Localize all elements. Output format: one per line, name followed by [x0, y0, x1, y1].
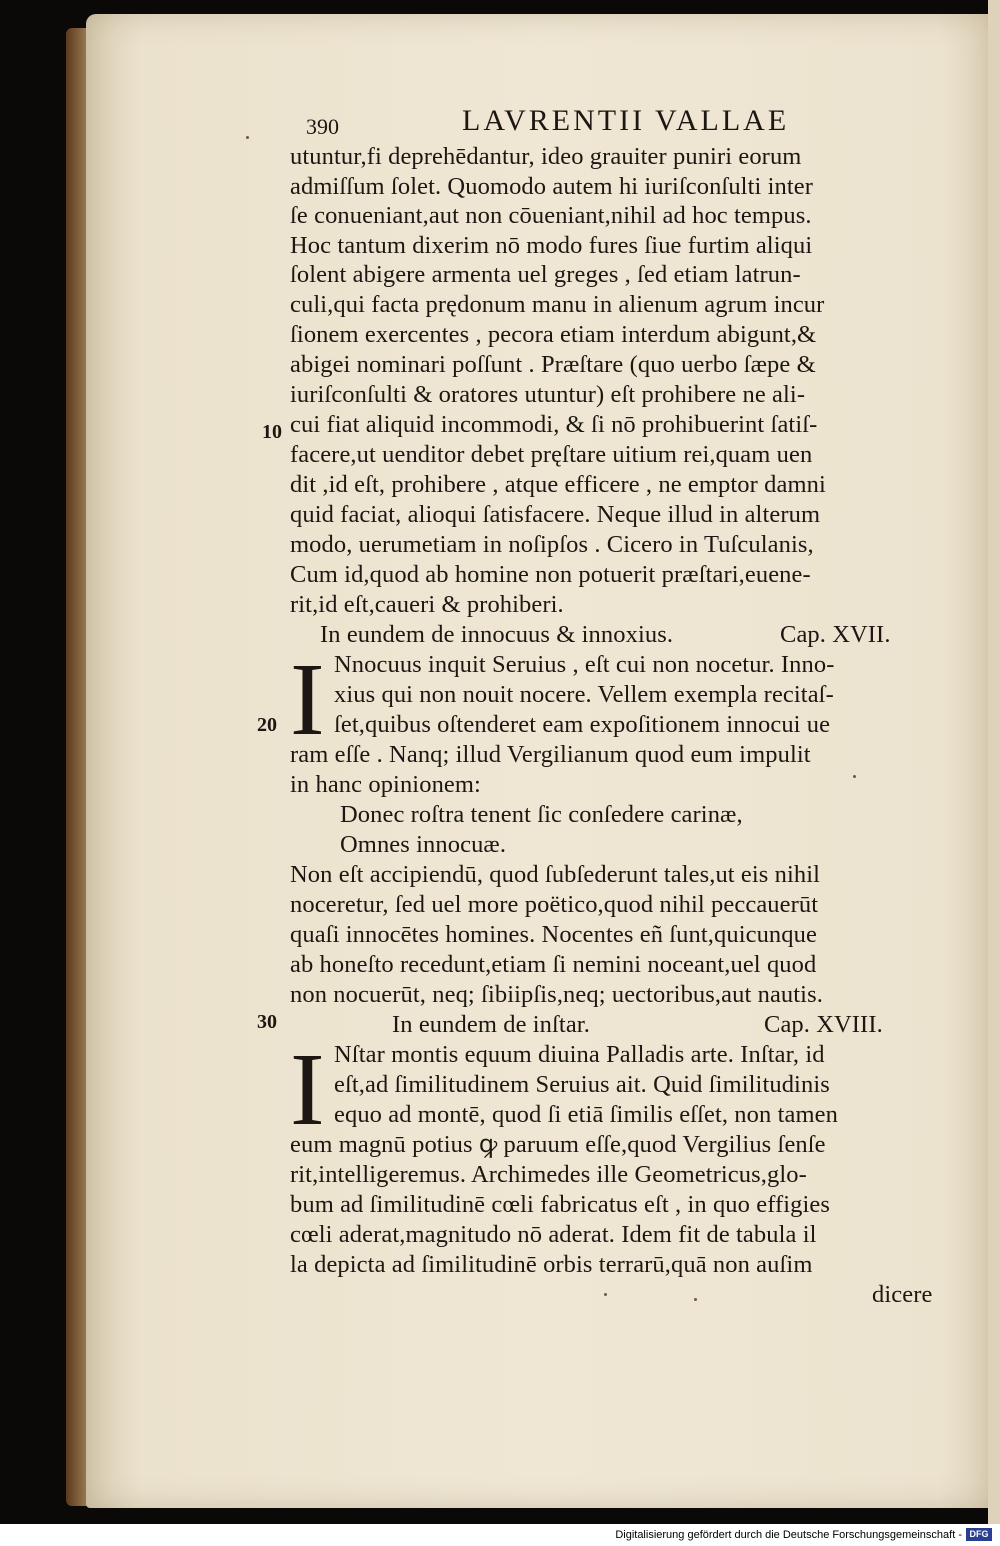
paper-speck	[694, 1298, 697, 1301]
text-line: cœli aderat,magnitudo nō aderat. Idem fit de tabula il	[290, 1221, 817, 1248]
text-line: eum magnū potius ꝙ paruum eſſe,quod Vergilius ſenſe	[290, 1131, 826, 1158]
running-title: LAVRENTII VALLAE	[462, 104, 790, 137]
verse-line: Donec roſtra tenent ſic conſedere carinæ,	[340, 801, 743, 828]
text-line: eſt,ad ſimilitudinem Seruius ait. Quid ſimilitudinis	[334, 1071, 830, 1098]
drop-cap: I	[290, 1032, 325, 1147]
chapter-number: Cap. XVIII.	[764, 1011, 883, 1038]
text-line: Nnocuus inquit Seruius , eſt cui non nocetur. Inno-	[334, 651, 835, 678]
catchword: dicere	[872, 1281, 933, 1308]
page-number: 390	[306, 114, 339, 139]
line-number-30: 30	[257, 1011, 277, 1033]
line-number-10: 10	[262, 421, 282, 443]
text-line: ſe conueniant,aut non cōueniant,nihil ad hoc tempus.	[290, 202, 812, 229]
text-line: ſolent abigere armenta uel greges , ſed etiam latrun-	[290, 261, 801, 288]
funding-notice: Digitalisierung gefördert durch die Deutsche Forschungsgemeinschaft -	[615, 1529, 962, 1541]
text-line: xius qui non nouit nocere. Vellem exempla recitaſ-	[334, 681, 834, 708]
text-line: culi,qui facta prędonum manu in alienum agrum incur	[290, 291, 825, 318]
paper-speck	[604, 1293, 607, 1296]
dfg-logo: DFG	[966, 1528, 992, 1541]
facing-page-strip	[988, 0, 1000, 1524]
line-number-20: 20	[257, 714, 277, 736]
text-line: facere,ut uenditor debet pręſtare uitium rei,quam uen	[290, 441, 813, 468]
text-line: Hoc tantum dixerim nō modo fures ſiue furtim aliqui	[290, 232, 813, 259]
paper-speck	[246, 136, 249, 139]
text-line: Non eſt accipiendū, quod ſubſederunt tales,ut eis nihil	[290, 861, 821, 888]
text-line: ſionem exercentes , pecora etiam interdum abigunt,&	[290, 321, 817, 348]
text-line: rit,id eſt,caueri & prohiberi.	[290, 591, 564, 618]
text-line: cui fiat aliquid incommodi, & ſi nō prohibuerint ſatiſ-	[290, 411, 818, 438]
text-line: ſet,quibus oſtenderet eam expoſitionem innocui ue	[334, 711, 831, 738]
drop-cap: I	[290, 642, 325, 757]
text-line: noceretur, ſed uel more poëtico,quod nihil peccauerūt	[290, 891, 819, 918]
text-line: quaſi innocētes homines. Nocentes eñ ſunt,quicunque	[290, 921, 817, 948]
text-line: abigei nominari poſſunt . Præſtare (quo uerbo ſæpe &	[290, 351, 816, 378]
text-line: la depicta ad ſimilitudinē orbis terrarū,quā non auſim	[290, 1251, 813, 1278]
text-line: non nocuerūt, neq; ſibiipſis,neq; uectoribus,aut nautis.	[290, 981, 823, 1008]
chapter-heading: In eundem de innocuus & innoxius.	[320, 621, 674, 648]
text-line: admiſſum ſolet. Quomodo autem hi iuriſconſulti inter	[290, 173, 814, 200]
verse-line: Omnes innocuæ.	[340, 831, 507, 858]
text-line: Cum id,quod ab homine non potuerit præſtari,euene-	[290, 561, 811, 588]
text-line: rit,intelligeremus. Archimedes ille Geometricus,glo-	[290, 1161, 807, 1188]
text-line: bum ad ſimilitudinē cœli fabricatus eſt , in quo effigies	[290, 1191, 831, 1218]
text-line: dit ,id eſt, prohibere , atque efficere , ne emptor damni	[290, 471, 826, 498]
text-line: iuriſconſulti & oratores utuntur) eſt prohibere ne ali-	[290, 381, 806, 408]
chapter-number: Cap. XVII.	[780, 621, 891, 648]
paper-speck	[853, 775, 856, 778]
text-line: in hanc opinionem:	[290, 771, 481, 798]
text-line: modo, uerumetiam in noſipſos . Cicero in Tuſculanis,	[290, 531, 814, 558]
text-line: ram eſſe . Nanq; illud Vergilianum quod eum impulit	[290, 741, 811, 768]
text-line: utuntur,fi deprehēdantur, ideo grauiter puniri eorum	[290, 143, 802, 170]
chapter-heading: In eundem de inſtar.	[392, 1011, 590, 1038]
text-line: quid faciat, alioqui ſatisfacere. Neque illud in alterum	[290, 501, 821, 528]
text-line: Nſtar montis equum diuina Palladis arte. Inſtar, id	[334, 1041, 825, 1068]
text-line: ab honeſto recedunt,etiam ſi nemini noceant,uel quod	[290, 951, 817, 978]
text-line: equo ad montē, quod ſi etiā ſimilis eſſet, non tamen	[334, 1101, 838, 1128]
